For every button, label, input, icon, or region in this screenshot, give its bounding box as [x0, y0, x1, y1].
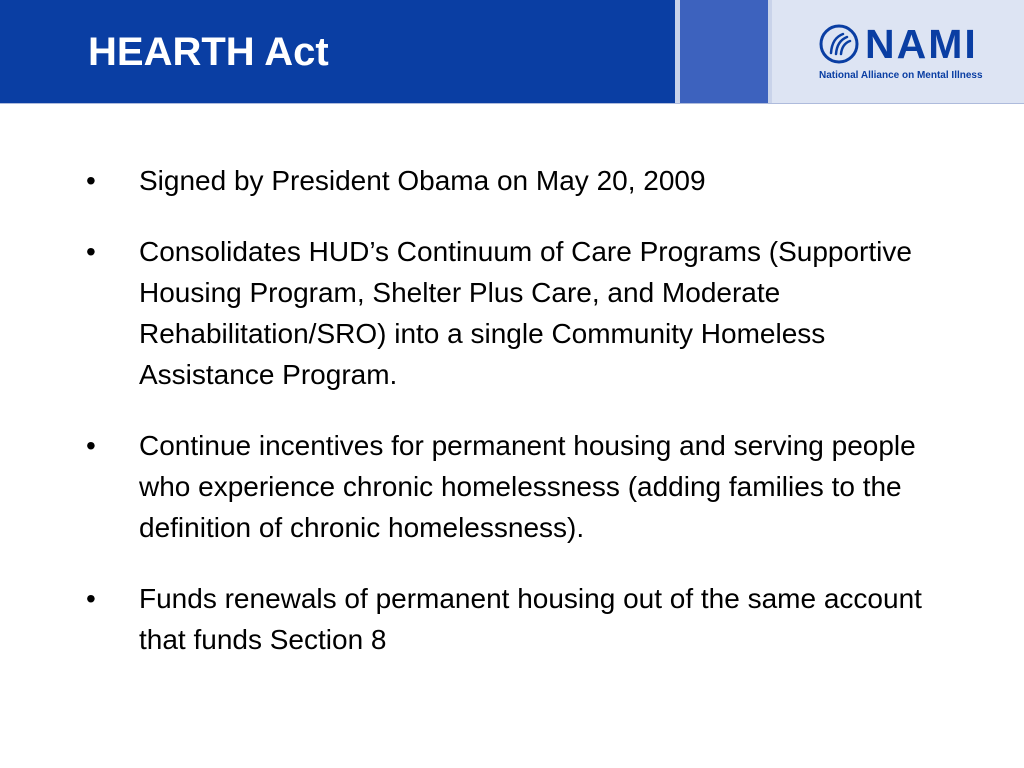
bullet-marker: • [86, 430, 96, 461]
bullet-text: Continue incentives for permanent housing and serving people who experience chronic homelessness (adding families to the definition of chronic homelessness). [139, 430, 916, 543]
bullet-item [86, 578, 926, 660]
nami-logo-mark-icon [819, 24, 859, 64]
header-band-secondary [680, 0, 768, 103]
header-rule [0, 103, 1024, 104]
bullet-marker: • [86, 236, 96, 267]
slide-header [0, 0, 1024, 103]
nami-logo-tagline: National Alliance on Mental Illness [819, 70, 983, 81]
bullet-marker: • [86, 583, 96, 614]
bullet-list [86, 160, 926, 690]
bullet-text: Consolidates HUD’s Continuum of Care Programs (Supportive Housing Program, Shelter Plus Care, and Moderate Rehabilitation/SRO) into a single Community Homeless Assistance Program. [139, 236, 912, 390]
bullet-text: Signed by President Obama on May 20, 2009 [139, 165, 706, 196]
bullet-text: Funds renewals of permanent housing out of the same account that funds Section 8 [139, 583, 922, 655]
bullet-item [86, 160, 926, 201]
nami-logo-wordmark: NAMI [865, 21, 978, 67]
bullet-marker: • [86, 165, 96, 196]
bullet-item [86, 231, 926, 395]
bullet-item [86, 425, 926, 548]
slide-title: HEARTH Act [88, 30, 329, 74]
nami-logo [815, 22, 995, 88]
